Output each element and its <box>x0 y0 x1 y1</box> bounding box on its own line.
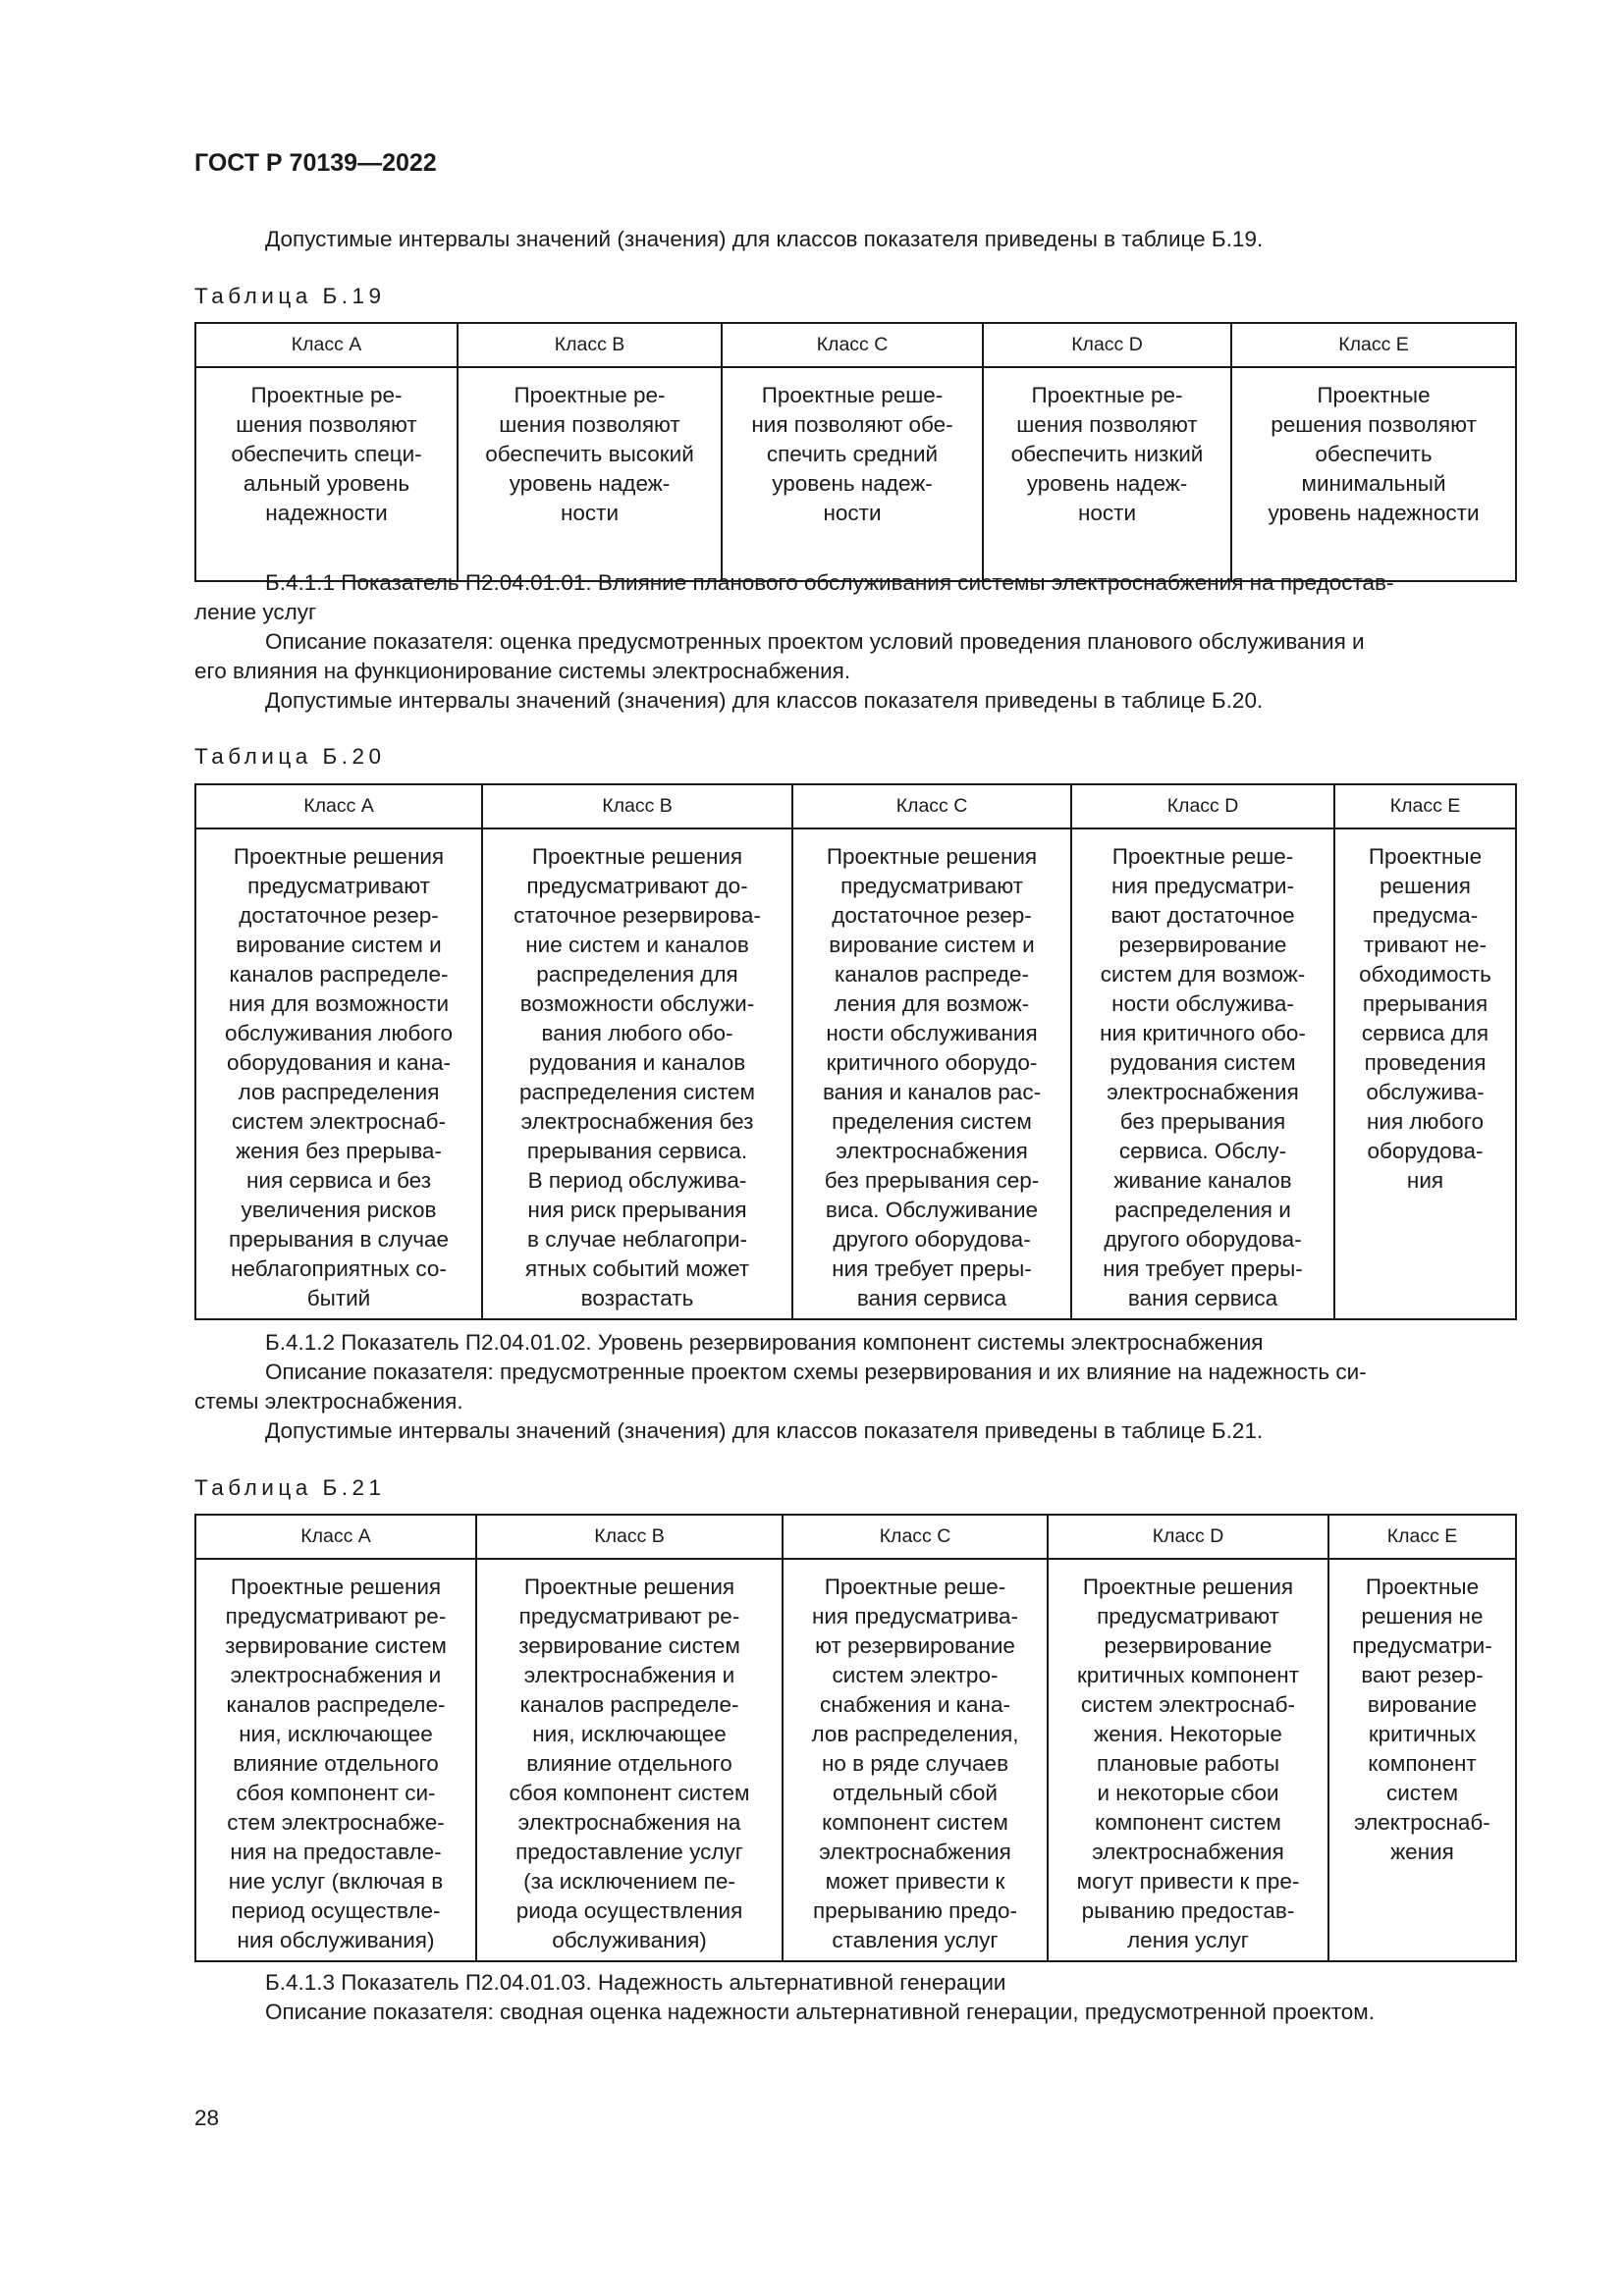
header-class-e: Класс Е <box>1328 1515 1516 1559</box>
intro-table-b20: Допустимые интервалы значений (значения) для классов показателя приведены в таблице Б.20. <box>265 688 1264 713</box>
cell-class-b <box>458 367 722 581</box>
header-class-c: Класс С <box>783 1515 1048 1559</box>
section-b411: Б.4.1.1 Показатель П2.04.01.01. Влияние планового обслуживания системы электроснабжения на предостав- ление услуг Описание показателя: оценка предусмотренных проектом условий проведения планового обслуживания и его влияния на функционирование системы электроснабжения. Допустимые интервалы значений (значения) для классов показателя приведены в таблице Б.20. <box>194 568 1516 716</box>
table-header-row <box>195 1515 1516 1559</box>
cell-text-line: электроснабжения <box>1092 1840 1284 1864</box>
cell-text-line: минимальный <box>1301 471 1446 496</box>
cell-text-line: без прерывания сер- <box>824 1168 1040 1193</box>
cell-text-line: живание каналов <box>1113 1168 1292 1193</box>
cell-text-line: без прерывания <box>1119 1109 1286 1134</box>
cell-text-line: ставления услуг <box>832 1928 999 1952</box>
header-class-c: Класс С <box>792 784 1071 828</box>
cell-text-line: ния обслуживания) <box>237 1928 435 1952</box>
cell-text-line: ние услуг (включая в <box>228 1869 444 1894</box>
cell-text-line: предусматривают <box>1097 1604 1279 1629</box>
cell-text-line: но в ряде случаев <box>821 1751 1009 1776</box>
cell-text-line: компонент систем <box>1095 1810 1281 1835</box>
cell-text-line: ности обслужива- <box>1111 991 1294 1016</box>
cell-text-line: ния сервиса и без <box>245 1168 432 1193</box>
cell-text-line: каналов распреде- <box>834 962 1030 987</box>
cell-text-line: уровень надеж- <box>509 471 671 496</box>
cell-text-line: критичных <box>1368 1722 1477 1746</box>
cell-text-line: Проектные решения <box>233 844 445 869</box>
cell-text-line: могут привести к пре- <box>1076 1869 1300 1894</box>
cell-class-a <box>195 367 458 581</box>
cell-text-line: обеспечить низкий <box>1010 442 1204 466</box>
intro-table-b21: Допустимые интервалы значений (значения) для классов показателя приведены в таблице Б.21. <box>265 1418 1264 1443</box>
cell-text-line: ности <box>560 501 620 525</box>
cell-text-line: возрастать <box>580 1286 694 1310</box>
cell-text-line: предусма- <box>1372 903 1479 928</box>
cell-text-line: другого оборудова- <box>1104 1227 1302 1252</box>
cell-text-line: вирование <box>1367 1692 1478 1717</box>
cell-text-line: обслуживания) <box>552 1928 707 1952</box>
cell-text-line: распределения и <box>1114 1198 1291 1222</box>
cell-text-line: ния, исключающее <box>239 1722 433 1746</box>
section-b412-description: Описание показателя: предусмотренные проектом схемы резервирования и их влияние на надежность си- <box>265 1360 1367 1384</box>
cell-text-line: вания сервиса <box>856 1286 1007 1310</box>
cell-text-line: ния требует преры- <box>1103 1256 1303 1281</box>
table-b19-caption: Таблица Б.19 <box>194 284 386 308</box>
cell-text-line: систем для возмож- <box>1100 962 1306 987</box>
cell-text-line: электроснабжения на <box>517 1810 741 1835</box>
cell-text-line: электроснабжения и <box>230 1663 442 1687</box>
section-b412: Б.4.1.2 Показатель П2.04.01.02. Уровень резервирования компонент системы электроснабжения Описание показателя: предусмотренные проектом схемы резервирования и их влияние на надежность си- стемы электроснабжения. Допустимые интервалы значений (значения) для классов показателя приведены в таблице Б.21. <box>194 1328 1516 1446</box>
cell-text-line: Проектные ре- <box>1031 383 1183 407</box>
cell-text-line: распределения для <box>536 962 738 987</box>
header-class-d: Класс D <box>1071 784 1334 828</box>
cell-text-line: возможности обслужи- <box>519 991 755 1016</box>
cell-text-line: Проектные <box>1365 1575 1480 1599</box>
table-header-row <box>195 784 1516 828</box>
cell-text-line: стем электроснабже- <box>227 1810 445 1835</box>
cell-text-line: критичных компонент <box>1076 1663 1300 1687</box>
cell-text-line: предоставление услуг <box>515 1840 743 1864</box>
cell-class-c <box>783 1559 1048 1961</box>
cell-text-line: Проектные ре- <box>250 383 403 407</box>
cell-text-line: ния позволяют обе- <box>751 412 953 437</box>
cell-text-line: шения позволяют <box>1016 412 1198 437</box>
cell-class-c <box>792 828 1071 1319</box>
cell-text-line: ления услуг <box>1127 1928 1249 1952</box>
table-row <box>195 367 1516 581</box>
cell-text-line: Проектные решения <box>826 844 1038 869</box>
cell-text-line: обходимость <box>1359 962 1491 987</box>
cell-text-line: прерывания <box>1362 991 1489 1016</box>
cell-text-line: каналов распределе- <box>519 1692 739 1717</box>
cell-text-line: вания сервиса <box>1127 1286 1278 1310</box>
cell-text-line: решения <box>1380 874 1471 898</box>
cell-text-line: сервиса. Обслу- <box>1118 1139 1287 1163</box>
header-class-c: Класс С <box>722 323 983 367</box>
cell-class-b <box>476 1559 783 1961</box>
cell-class-c <box>722 367 983 581</box>
cell-text-line: ния <box>1406 1168 1444 1193</box>
cell-text-line: шения позволяют <box>236 412 417 437</box>
cell-text-line: ния критичного обо- <box>1100 1021 1306 1045</box>
cell-text-line: ности <box>1077 501 1137 525</box>
cell-text-line: бытий <box>306 1286 371 1310</box>
cell-text-line: риода осуществления <box>515 1898 743 1923</box>
cell-text-line: рудования и каналов <box>528 1050 746 1075</box>
cell-text-line: каналов распределе- <box>226 1692 446 1717</box>
cell-class-e <box>1231 367 1516 581</box>
cell-text-line: Проектные решения <box>230 1575 442 1599</box>
cell-text-line: достаточное резер- <box>239 903 439 928</box>
header-class-e: Класс Е <box>1334 784 1516 828</box>
cell-text-line: плановые работы <box>1096 1751 1280 1776</box>
section-b411-title: Б.4.1.1 Показатель П2.04.01.01. Влияние планового обслуживания системы электроснабжения на предостав- <box>265 570 1394 595</box>
cell-class-d <box>1071 828 1334 1319</box>
cell-text-line: вирование систем и <box>236 933 442 957</box>
section-b413-title: Б.4.1.3 Показатель П2.04.01.03. Надежность альтернативной генерации <box>265 1970 1006 1995</box>
cell-text-line: пределения систем <box>832 1109 1032 1134</box>
cell-text-line: электроснабжения <box>836 1139 1028 1163</box>
cell-class-a <box>195 1559 476 1961</box>
cell-text-line: распределения систем <box>518 1080 756 1104</box>
header-class-a: Класс А <box>195 784 482 828</box>
cell-text-line: обеспечить специ- <box>231 442 422 466</box>
section-b412-title: Б.4.1.2 Показатель П2.04.01.02. Уровень резервирования компонент системы электроснабжения <box>265 1330 1264 1355</box>
cell-text-line: достаточное резер- <box>832 903 1032 928</box>
cell-text-line: сбоя компонент систем <box>509 1781 750 1805</box>
section-b413 <box>194 1968 1516 2027</box>
header-class-b: Класс В <box>458 323 722 367</box>
table-b20-caption: Таблица Б.20 <box>194 744 386 769</box>
cell-text-line: ния, исключающее <box>532 1722 727 1746</box>
cell-text-line: отдельный сбой <box>833 1781 998 1805</box>
cell-text-line: уровень надежности <box>1268 501 1480 525</box>
cell-text-line: может привести к <box>825 1869 1005 1894</box>
cell-text-line: систем электроснаб- <box>1081 1692 1295 1717</box>
cell-text-line: компонент систем <box>822 1810 1008 1835</box>
cell-text-line: Проектные реше- <box>761 383 944 407</box>
cell-text-line: Проектные решения <box>1082 1575 1294 1599</box>
cell-text-line: резервирование <box>1118 933 1287 957</box>
cell-text-line: уровень надеж- <box>772 471 933 496</box>
cell-text-line: критичного оборудо- <box>826 1050 1038 1075</box>
cell-text-line: Проектные решения <box>523 1575 735 1599</box>
cell-text-line: вают резер- <box>1361 1663 1484 1687</box>
cell-text-line: ния любого <box>1366 1109 1485 1134</box>
table-b21-caption: Таблица Б.21 <box>194 1475 386 1500</box>
cell-text-line: обслужива- <box>1366 1080 1485 1104</box>
cell-text-line: лов распределения, <box>811 1722 1019 1746</box>
cell-text-line: электроснабжения <box>819 1840 1011 1864</box>
table-b19 <box>194 322 1517 582</box>
cell-text-line: альный уровень <box>243 471 410 496</box>
cell-text-line: электроснабжения без <box>520 1109 754 1134</box>
cell-text-line: В период обслужива- <box>527 1168 747 1193</box>
cell-text-line: (за исключением пе- <box>523 1869 735 1894</box>
cell-text-line: жения без прерыва- <box>236 1139 442 1163</box>
cell-text-line: Проектные решения <box>531 844 743 869</box>
cell-text-line: жения. Некоторые <box>1094 1722 1282 1746</box>
cell-text-line: влияние отдельного <box>233 1751 439 1776</box>
cell-text-line: Проектные ре- <box>514 383 666 407</box>
cell-text-line: предусматривают <box>247 874 430 898</box>
cell-text-line: ности <box>823 501 882 525</box>
cell-text-line: вирование систем и <box>829 933 1035 957</box>
cell-text-line: рудования систем <box>1110 1050 1296 1075</box>
document-id-header: ГОСТ Р 70139—2022 <box>194 149 437 177</box>
cell-text-line: в случае неблагопри- <box>526 1227 748 1252</box>
cell-text-line: ния для возможности <box>228 991 450 1016</box>
header-class-d: Класс D <box>983 323 1231 367</box>
cell-text-line: ления для возмож- <box>834 991 1030 1016</box>
cell-text-line: компонент <box>1368 1751 1477 1776</box>
cell-text-line: прерыванию предо- <box>812 1898 1018 1923</box>
cell-text-line: ние систем и каналов <box>525 933 749 957</box>
cell-text-line: решения позволяют <box>1271 412 1477 437</box>
cell-text-line: прерывания сервиса. <box>526 1139 748 1163</box>
cell-text-line: ют резервирование <box>815 1633 1015 1658</box>
cell-text-line: ния предусматри- <box>1111 874 1294 898</box>
cell-text-line: жения <box>1390 1840 1454 1864</box>
cell-text-line: Проектные реше- <box>824 1575 1006 1599</box>
cell-text-line: ния предусматрива- <box>811 1604 1019 1629</box>
cell-text-line: рыванию предостав- <box>1081 1898 1295 1923</box>
cell-text-line: ятных событий может <box>524 1256 750 1281</box>
table-b21 <box>194 1514 1517 1962</box>
cell-text-line: систем электроснаб- <box>232 1109 446 1134</box>
cell-text-line: вают достаточное <box>1110 903 1295 928</box>
header-class-a: Класс А <box>195 1515 476 1559</box>
cell-text-line: статочное резервирова- <box>514 903 761 928</box>
table-row <box>195 828 1516 1319</box>
cell-text-line: виса. Обслуживание <box>825 1198 1039 1222</box>
cell-text-line: электроснаб- <box>1354 1810 1490 1835</box>
cell-text-line: Проектные <box>1368 844 1483 869</box>
page-number: 28 <box>194 2106 220 2130</box>
cell-text-line: вания любого обо- <box>541 1021 733 1045</box>
cell-text-line: снабжения и кана- <box>820 1692 1010 1717</box>
table-header-row <box>195 323 1516 367</box>
intro-table-b19: Допустимые интервалы значений (значения) для классов показателя приведены в таблице Б.19. <box>265 227 1264 251</box>
section-b411-description: Описание показателя: оценка предусмотренных проектом условий проведения планового обслуживания и <box>265 629 1365 654</box>
cell-text-line: обеспечить высокий <box>485 442 694 466</box>
cell-text-line: обслуживания любого <box>225 1021 453 1045</box>
cell-text-line: ния требует преры- <box>832 1256 1032 1281</box>
header-class-b: Класс В <box>482 784 792 828</box>
cell-text-line: спечить средний <box>766 442 939 466</box>
cell-class-e <box>1334 828 1516 1319</box>
table-b20 <box>194 783 1517 1320</box>
cell-text-line: ния риск прерывания <box>527 1198 747 1222</box>
cell-text-line: ности обслуживания <box>826 1021 1038 1045</box>
section-b413-description: Описание показателя: сводная оценка надежности альтернативной генерации, предусмотренной проектом. <box>265 2000 1376 2024</box>
cell-text-line: резервирование <box>1104 1633 1272 1658</box>
cell-text-line: Проектные реше- <box>1111 844 1294 869</box>
header-class-a: Класс А <box>195 323 458 367</box>
header-class-e: Класс Е <box>1231 323 1516 367</box>
cell-text-line: систем электро- <box>832 1663 999 1687</box>
cell-text-line: зервирование систем <box>518 1633 740 1658</box>
cell-text-line: Проектные <box>1317 383 1431 407</box>
cell-text-line: обеспечить <box>1315 442 1433 466</box>
cell-text-line: влияние отдельного <box>526 1751 732 1776</box>
cell-text-line: уровень надеж- <box>1026 471 1188 496</box>
cell-text-line: неблагоприятных со- <box>231 1256 447 1281</box>
cell-text-line: вания и каналов рас- <box>822 1080 1042 1104</box>
cell-text-line: проведения <box>1364 1050 1487 1075</box>
cell-class-a <box>195 828 482 1319</box>
cell-text-line: тривают не- <box>1364 933 1487 957</box>
cell-class-d <box>1048 1559 1328 1961</box>
cell-text-line: ния на предоставле- <box>230 1840 442 1864</box>
cell-text-line: и некоторые сбои <box>1097 1781 1279 1805</box>
cell-text-line: период осуществле- <box>231 1898 441 1923</box>
header-class-b: Класс В <box>476 1515 783 1559</box>
cell-text-line: каналов распределе- <box>229 962 449 987</box>
cell-text-line: электроснабжения и <box>523 1663 735 1687</box>
cell-text-line: сбоя компонент си- <box>236 1781 436 1805</box>
cell-text-line: предусматривают ре- <box>518 1604 740 1629</box>
cell-text-line: оборудования и кана- <box>226 1050 452 1075</box>
cell-text-line: электроснабжения <box>1107 1080 1299 1104</box>
cell-text-line: систем <box>1385 1781 1459 1805</box>
cell-text-line: надежности <box>265 501 388 525</box>
cell-text-line: предусматри- <box>1352 1633 1492 1658</box>
cell-text-line: предусматривают ре- <box>225 1604 447 1629</box>
cell-text-line: решения не <box>1361 1604 1484 1629</box>
cell-class-b <box>482 828 792 1319</box>
header-class-d: Класс D <box>1048 1515 1328 1559</box>
table-row <box>195 1559 1516 1961</box>
cell-text-line: увеличения рисков <box>241 1198 437 1222</box>
cell-text-line: шения позволяют <box>499 412 680 437</box>
cell-text-line: зервирование систем <box>225 1633 447 1658</box>
cell-class-e <box>1328 1559 1516 1961</box>
cell-text-line: лов распределения <box>238 1080 440 1104</box>
cell-text-line: предусматривают <box>840 874 1023 898</box>
cell-text-line: прерывания в случае <box>228 1227 450 1252</box>
cell-text-line: сервиса для <box>1361 1021 1489 1045</box>
cell-text-line: оборудова- <box>1367 1139 1484 1163</box>
cell-text-line: другого оборудова- <box>833 1227 1031 1252</box>
cell-text-line: предусматривают до- <box>526 874 748 898</box>
cell-class-d <box>983 367 1231 581</box>
